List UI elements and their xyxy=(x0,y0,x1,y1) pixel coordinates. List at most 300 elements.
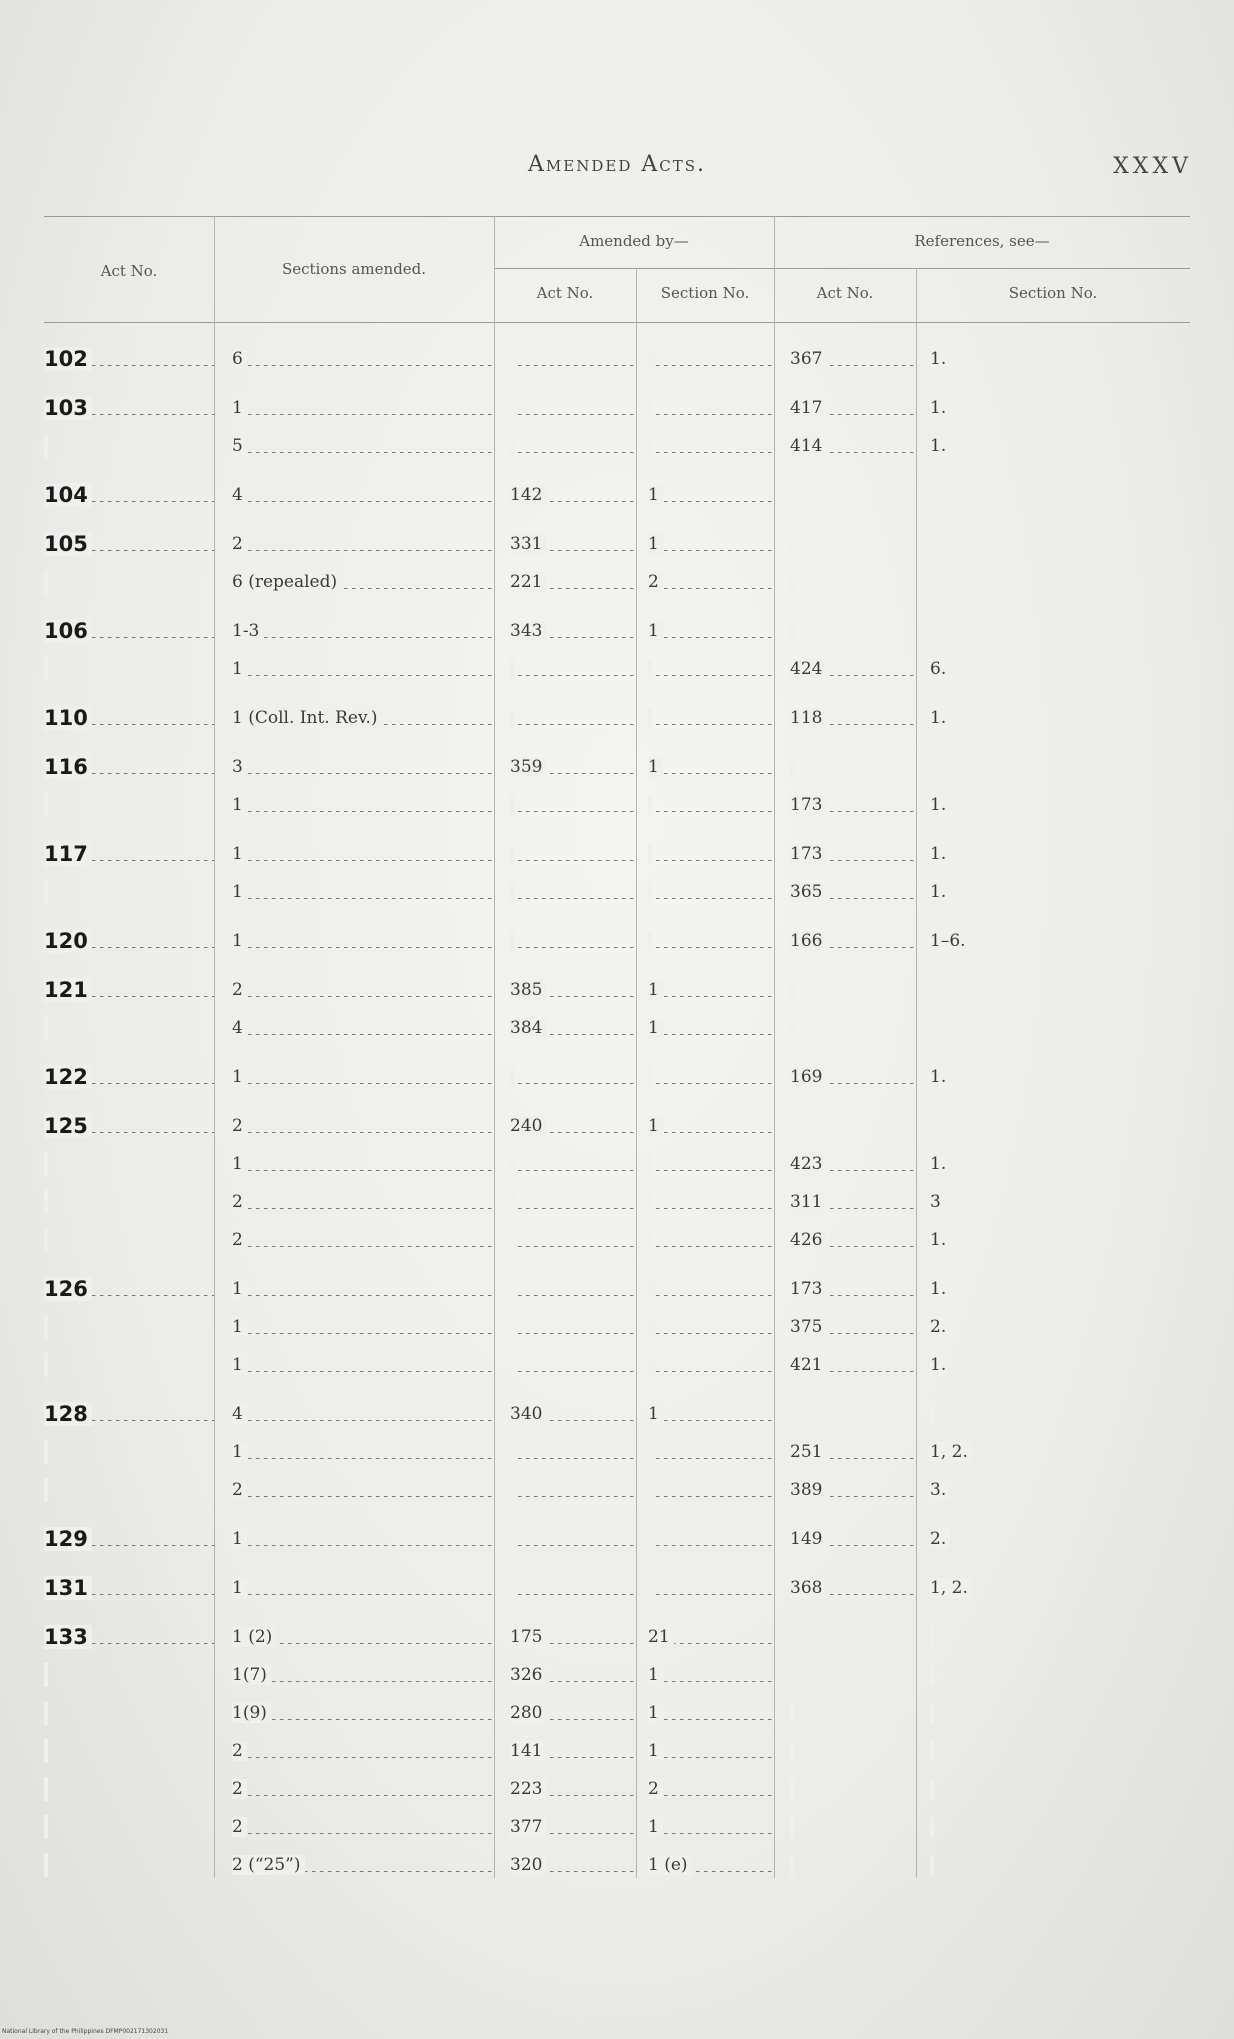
cell-act-no xyxy=(44,1850,214,1880)
cell-text xyxy=(790,572,794,592)
cell-text: 2 xyxy=(232,1480,247,1500)
header-bottom-rule xyxy=(44,322,1190,323)
cell-text: 2 xyxy=(232,1817,247,1837)
table-row xyxy=(0,1399,1234,1429)
table-row xyxy=(0,1475,1234,1505)
cell-text xyxy=(930,980,934,1000)
cell-text xyxy=(44,1315,48,1339)
cell-amended-act-no xyxy=(510,1062,638,1092)
cell-ref-act-no xyxy=(790,877,916,907)
cell-sections-amended xyxy=(232,1850,496,1880)
cell-ref-section-no xyxy=(930,1475,1130,1505)
cell-ref-section-no xyxy=(930,1013,1130,1043)
cell-ref-section-no xyxy=(930,1187,1130,1217)
cell-ref-section-no xyxy=(930,877,1130,907)
cell-text: 1. xyxy=(930,1067,950,1087)
table-row xyxy=(0,1573,1234,1603)
cell-text xyxy=(648,1192,652,1212)
cell-text: 1. xyxy=(930,436,950,456)
cell-amended-act-no xyxy=(510,1149,638,1179)
cell-text: 1 xyxy=(232,1154,247,1174)
cell-ref-act-no xyxy=(790,1013,916,1043)
cell-text: 1 xyxy=(232,659,247,679)
cell-sections-amended xyxy=(232,1149,496,1179)
cell-text: 1 xyxy=(232,1317,247,1337)
cell-act-no xyxy=(44,1111,214,1141)
cell-text: 122 xyxy=(44,1065,92,1089)
cell-sections-amended xyxy=(232,1312,496,1342)
cell-act-no xyxy=(44,1660,214,1690)
cell-text: 2 xyxy=(232,980,247,1000)
cell-text xyxy=(930,572,934,592)
table-row xyxy=(0,877,1234,907)
cell-text: 173 xyxy=(790,795,826,815)
table-row xyxy=(0,1850,1234,1880)
cell-amended-section-no xyxy=(648,1622,774,1652)
cell-ref-section-no xyxy=(930,1312,1130,1342)
cell-amended-act-no xyxy=(510,1475,638,1505)
cell-text xyxy=(510,1230,514,1250)
cell-text xyxy=(44,570,48,594)
cell-amended-act-no xyxy=(510,877,638,907)
cell-sections-amended xyxy=(232,1225,496,1255)
cell-text: 1 xyxy=(648,1665,663,1685)
cell-act-no xyxy=(44,1736,214,1766)
table-row xyxy=(0,1187,1234,1217)
cell-text: 1 xyxy=(232,931,247,951)
cell-ref-act-no xyxy=(790,1274,916,1304)
cell-ref-act-no xyxy=(790,790,916,820)
cell-text: 1 xyxy=(232,398,247,418)
table-row xyxy=(0,839,1234,869)
cell-act-no xyxy=(44,344,214,374)
cell-amended-act-no xyxy=(510,1013,638,1043)
cell-text xyxy=(790,621,794,641)
cell-amended-section-no xyxy=(648,703,774,733)
cell-sections-amended xyxy=(232,480,496,510)
cell-text: 368 xyxy=(790,1578,826,1598)
cell-text: 385 xyxy=(510,980,546,1000)
cell-amended-section-no xyxy=(648,752,774,782)
cell-sections-amended xyxy=(232,790,496,820)
cell-amended-section-no xyxy=(648,926,774,956)
cell-sections-amended xyxy=(232,1524,496,1554)
cell-sections-amended xyxy=(232,567,496,597)
cell-text xyxy=(930,1627,934,1647)
cell-text xyxy=(930,1703,934,1723)
cell-text xyxy=(648,1578,652,1598)
cell-text xyxy=(648,349,652,369)
cell-amended-act-no xyxy=(510,839,638,869)
cell-text: 2. xyxy=(930,1529,950,1549)
cell-amended-act-no xyxy=(510,752,638,782)
cell-ref-act-no xyxy=(790,1573,916,1603)
cell-ref-section-no xyxy=(930,1622,1130,1652)
cell-ref-section-no xyxy=(930,1698,1130,1728)
header-act-no: Act No. xyxy=(100,262,158,280)
cell-amended-section-no xyxy=(648,1475,774,1505)
cell-ref-act-no xyxy=(790,1736,916,1766)
table-row xyxy=(0,752,1234,782)
cell-text: 326 xyxy=(510,1665,546,1685)
cell-sections-amended xyxy=(232,1350,496,1380)
cell-text xyxy=(930,621,934,641)
cell-act-no xyxy=(44,1274,214,1304)
cell-text: 1, 2. xyxy=(930,1442,972,1462)
cell-text xyxy=(930,757,934,777)
cell-text xyxy=(930,485,934,505)
cell-text xyxy=(44,1228,48,1252)
cell-text: 106 xyxy=(44,619,92,643)
cell-ref-section-no xyxy=(930,1774,1130,1804)
cell-text: 1 xyxy=(648,980,663,1000)
cell-text xyxy=(510,349,514,369)
cell-text: 423 xyxy=(790,1154,826,1174)
cell-sections-amended xyxy=(232,1660,496,1690)
cell-text xyxy=(510,436,514,456)
cell-text: 389 xyxy=(790,1480,826,1500)
cell-text: 2 xyxy=(232,1192,247,1212)
table-row xyxy=(0,344,1234,374)
cell-act-no xyxy=(44,1013,214,1043)
cell-act-no xyxy=(44,1225,214,1255)
cell-text: 417 xyxy=(790,398,826,418)
cell-text: 421 xyxy=(790,1355,826,1375)
cell-act-no xyxy=(44,1698,214,1728)
cell-text: 173 xyxy=(790,1279,826,1299)
cell-text xyxy=(510,1067,514,1087)
cell-act-no xyxy=(44,790,214,820)
cell-text xyxy=(510,844,514,864)
cell-text: 1 xyxy=(232,1279,247,1299)
table-row xyxy=(0,1698,1234,1728)
cell-amended-act-no xyxy=(510,703,638,733)
cell-amended-section-no xyxy=(648,1774,774,1804)
cell-act-no xyxy=(44,1350,214,1380)
cell-act-no xyxy=(44,1622,214,1652)
cell-text xyxy=(648,931,652,951)
cell-amended-section-no xyxy=(648,1312,774,1342)
cell-sections-amended xyxy=(232,529,496,559)
cell-text xyxy=(930,534,934,554)
cell-ref-act-no xyxy=(790,431,916,461)
cell-amended-section-no xyxy=(648,1187,774,1217)
cell-text xyxy=(930,1404,934,1424)
cell-act-no xyxy=(44,752,214,782)
cell-text: 142 xyxy=(510,485,546,505)
cell-amended-section-no xyxy=(648,1850,774,1880)
cell-text xyxy=(790,1855,794,1875)
cell-text: 1 xyxy=(232,1355,247,1375)
cell-amended-act-no xyxy=(510,1850,638,1880)
cell-amended-section-no xyxy=(648,877,774,907)
table-row xyxy=(0,1622,1234,1652)
cell-amended-section-no xyxy=(648,1437,774,1467)
cell-amended-section-no xyxy=(648,344,774,374)
cell-amended-act-no xyxy=(510,529,638,559)
cell-text: 1 xyxy=(648,1018,663,1038)
cell-text: 1 xyxy=(232,1442,247,1462)
cell-text: 118 xyxy=(790,708,826,728)
cell-amended-act-no xyxy=(510,790,638,820)
cell-text xyxy=(510,659,514,679)
cell-text: 1 xyxy=(648,1404,663,1424)
page-title: Amended Acts. xyxy=(528,152,706,177)
cell-text: 365 xyxy=(790,882,826,902)
cell-amended-act-no xyxy=(510,1622,638,1652)
cell-amended-section-no xyxy=(648,1399,774,1429)
cell-sections-amended xyxy=(232,1698,496,1728)
cell-text xyxy=(648,1067,652,1087)
cell-text xyxy=(648,398,652,418)
cell-act-no xyxy=(44,1812,214,1842)
header-amended-act-no: Act No. xyxy=(536,284,594,302)
cell-text xyxy=(510,1154,514,1174)
cell-act-no xyxy=(44,1437,214,1467)
header-amended-by: Amended by— xyxy=(579,232,689,250)
table-row xyxy=(0,1149,1234,1179)
cell-amended-section-no xyxy=(648,1812,774,1842)
page-number: XXXV xyxy=(1113,154,1192,179)
cell-ref-section-no xyxy=(930,975,1130,1005)
cell-ref-act-no xyxy=(790,393,916,423)
cell-text xyxy=(648,1355,652,1375)
cell-text: 2 (“25”) xyxy=(232,1855,305,1875)
cell-amended-act-no xyxy=(510,1774,638,1804)
cell-text xyxy=(44,1190,48,1214)
cell-text xyxy=(44,793,48,817)
cell-amended-act-no xyxy=(510,1660,638,1690)
cell-text xyxy=(44,1663,48,1687)
cell-text: 1. xyxy=(930,1355,950,1375)
cell-sections-amended xyxy=(232,431,496,461)
cell-sections-amended xyxy=(232,1736,496,1766)
cell-act-no xyxy=(44,529,214,559)
cell-sections-amended xyxy=(232,1573,496,1603)
cell-ref-act-no xyxy=(790,567,916,597)
cell-text xyxy=(510,1192,514,1212)
cell-sections-amended xyxy=(232,975,496,1005)
table-row xyxy=(0,703,1234,733)
cell-text: 141 xyxy=(510,1741,546,1761)
cell-act-no xyxy=(44,1399,214,1429)
cell-text xyxy=(790,485,794,505)
cell-text xyxy=(648,436,652,456)
cell-text: 6. xyxy=(930,659,950,679)
cell-amended-act-no xyxy=(510,431,638,461)
cell-text xyxy=(44,1739,48,1763)
cell-ref-act-no xyxy=(790,1312,916,1342)
table-top-rule xyxy=(44,216,1190,217)
cell-ref-section-no xyxy=(930,1274,1130,1304)
cell-amended-section-no xyxy=(648,1660,774,1690)
cell-amended-act-no xyxy=(510,1111,638,1141)
cell-text xyxy=(930,1817,934,1837)
cell-text xyxy=(44,1853,48,1877)
cell-text xyxy=(648,1279,652,1299)
cell-text xyxy=(790,1779,794,1799)
cell-sections-amended xyxy=(232,1187,496,1217)
cell-text xyxy=(790,1116,794,1136)
cell-act-no xyxy=(44,1573,214,1603)
cell-ref-section-no xyxy=(930,1660,1130,1690)
cell-text: 1 (Coll. Int. Rev.) xyxy=(232,708,382,728)
cell-text: 129 xyxy=(44,1527,92,1551)
cell-act-no xyxy=(44,877,214,907)
cell-text: 414 xyxy=(790,436,826,456)
cell-text: 3 xyxy=(232,757,247,777)
cell-ref-act-no xyxy=(790,839,916,869)
cell-text xyxy=(648,844,652,864)
cell-text: 131 xyxy=(44,1576,92,1600)
cell-sections-amended xyxy=(232,839,496,869)
cell-text: 377 xyxy=(510,1817,546,1837)
cell-text: 1. xyxy=(930,882,950,902)
cell-amended-section-no xyxy=(648,616,774,646)
cell-text: 110 xyxy=(44,706,92,730)
cell-text xyxy=(44,657,48,681)
table-row xyxy=(0,1736,1234,1766)
cell-sections-amended xyxy=(232,393,496,423)
cell-ref-act-no xyxy=(790,1187,916,1217)
cell-act-no xyxy=(44,567,214,597)
cell-ref-section-no xyxy=(930,839,1130,869)
cell-ref-act-no xyxy=(790,529,916,559)
cell-text xyxy=(510,795,514,815)
cell-ref-act-no xyxy=(790,1850,916,1880)
cell-text xyxy=(930,1665,934,1685)
table-row xyxy=(0,1660,1234,1690)
cell-amended-act-no xyxy=(510,1225,638,1255)
cell-text: 175 xyxy=(510,1627,546,1647)
cell-ref-act-no xyxy=(790,1437,916,1467)
cell-text xyxy=(790,1627,794,1647)
cell-text: 223 xyxy=(510,1779,546,1799)
cell-text xyxy=(790,1404,794,1424)
cell-act-no xyxy=(44,1475,214,1505)
cell-sections-amended xyxy=(232,926,496,956)
cell-ref-act-no xyxy=(790,1399,916,1429)
cell-text: 311 xyxy=(790,1192,826,1212)
cell-text: 120 xyxy=(44,929,92,953)
cell-sections-amended xyxy=(232,1111,496,1141)
cell-text: 1. xyxy=(930,1230,950,1250)
cell-amended-act-no xyxy=(510,1524,638,1554)
cell-ref-act-no xyxy=(790,344,916,374)
cell-amended-section-no xyxy=(648,654,774,684)
cell-text xyxy=(790,1703,794,1723)
cell-act-no xyxy=(44,480,214,510)
cell-text: 331 xyxy=(510,534,546,554)
cell-text: 1. xyxy=(930,708,950,728)
cell-ref-act-no xyxy=(790,1111,916,1141)
cell-text: 1 xyxy=(648,1703,663,1723)
cell-text: 367 xyxy=(790,349,826,369)
cell-text xyxy=(648,1480,652,1500)
cell-amended-section-no xyxy=(648,1350,774,1380)
cell-sections-amended xyxy=(232,1475,496,1505)
cell-text: 3 xyxy=(930,1192,945,1212)
cell-sections-amended xyxy=(232,1437,496,1467)
cell-text: 3. xyxy=(930,1480,950,1500)
cell-text: 424 xyxy=(790,659,826,679)
cell-text xyxy=(648,1442,652,1462)
cell-text: 166 xyxy=(790,931,826,951)
cell-text: 1 xyxy=(232,795,247,815)
cell-text xyxy=(648,1317,652,1337)
cell-text: 1 xyxy=(648,757,663,777)
cell-text: 320 xyxy=(510,1855,546,1875)
cell-amended-section-no xyxy=(648,393,774,423)
cell-ref-act-no xyxy=(790,1475,916,1505)
cell-text: 2 xyxy=(232,534,247,554)
table-row xyxy=(0,1111,1234,1141)
cell-text xyxy=(44,1701,48,1725)
cell-amended-act-no xyxy=(510,1187,638,1217)
cell-text xyxy=(648,1154,652,1174)
cell-ref-act-no xyxy=(790,1149,916,1179)
cell-text xyxy=(648,1230,652,1250)
table-row xyxy=(0,1524,1234,1554)
cell-text: 1 xyxy=(648,1817,663,1837)
cell-act-no xyxy=(44,1149,214,1179)
cell-ref-section-no xyxy=(930,1062,1130,1092)
cell-text xyxy=(648,708,652,728)
cell-text: 1 (e) xyxy=(648,1855,692,1875)
cell-text: 4 xyxy=(232,485,247,505)
cell-text: 1 xyxy=(232,882,247,902)
cell-text: 1 xyxy=(648,621,663,641)
cell-text: 128 xyxy=(44,1402,92,1426)
cell-sections-amended xyxy=(232,1399,496,1429)
cell-text: 2 xyxy=(232,1779,247,1799)
cell-text xyxy=(930,1855,934,1875)
cell-amended-section-no xyxy=(648,480,774,510)
cell-text xyxy=(790,1665,794,1685)
cell-text: 104 xyxy=(44,483,92,507)
cell-text xyxy=(510,1355,514,1375)
footer-credit: National Library of the Philippines DFMP002171302031 xyxy=(2,2028,169,2035)
cell-text: 2 xyxy=(648,572,663,592)
cell-text xyxy=(648,659,652,679)
cell-amended-section-no xyxy=(648,567,774,597)
cell-amended-section-no xyxy=(648,1111,774,1141)
cell-text xyxy=(510,1578,514,1598)
cell-act-no xyxy=(44,1774,214,1804)
cell-ref-section-no xyxy=(930,926,1130,956)
table-row xyxy=(0,529,1234,559)
cell-text xyxy=(510,1317,514,1337)
cell-text: 5 xyxy=(232,436,247,456)
cell-ref-act-no xyxy=(790,1350,916,1380)
cell-text: 2 xyxy=(648,1779,663,1799)
header-ref-act-no: Act No. xyxy=(816,284,874,302)
cell-ref-section-no xyxy=(930,344,1130,374)
cell-text: 221 xyxy=(510,572,546,592)
cell-amended-section-no xyxy=(648,431,774,461)
cell-ref-section-no xyxy=(930,1524,1130,1554)
cell-text xyxy=(510,1279,514,1299)
cell-text: 251 xyxy=(790,1442,826,1462)
cell-text: 4 xyxy=(232,1404,247,1424)
table-row xyxy=(0,975,1234,1005)
cell-sections-amended xyxy=(232,877,496,907)
cell-text: 1 xyxy=(232,1578,247,1598)
cell-sections-amended xyxy=(232,703,496,733)
cell-text: 1, 2. xyxy=(930,1578,972,1598)
cell-text xyxy=(510,398,514,418)
cell-text: 1. xyxy=(930,844,950,864)
